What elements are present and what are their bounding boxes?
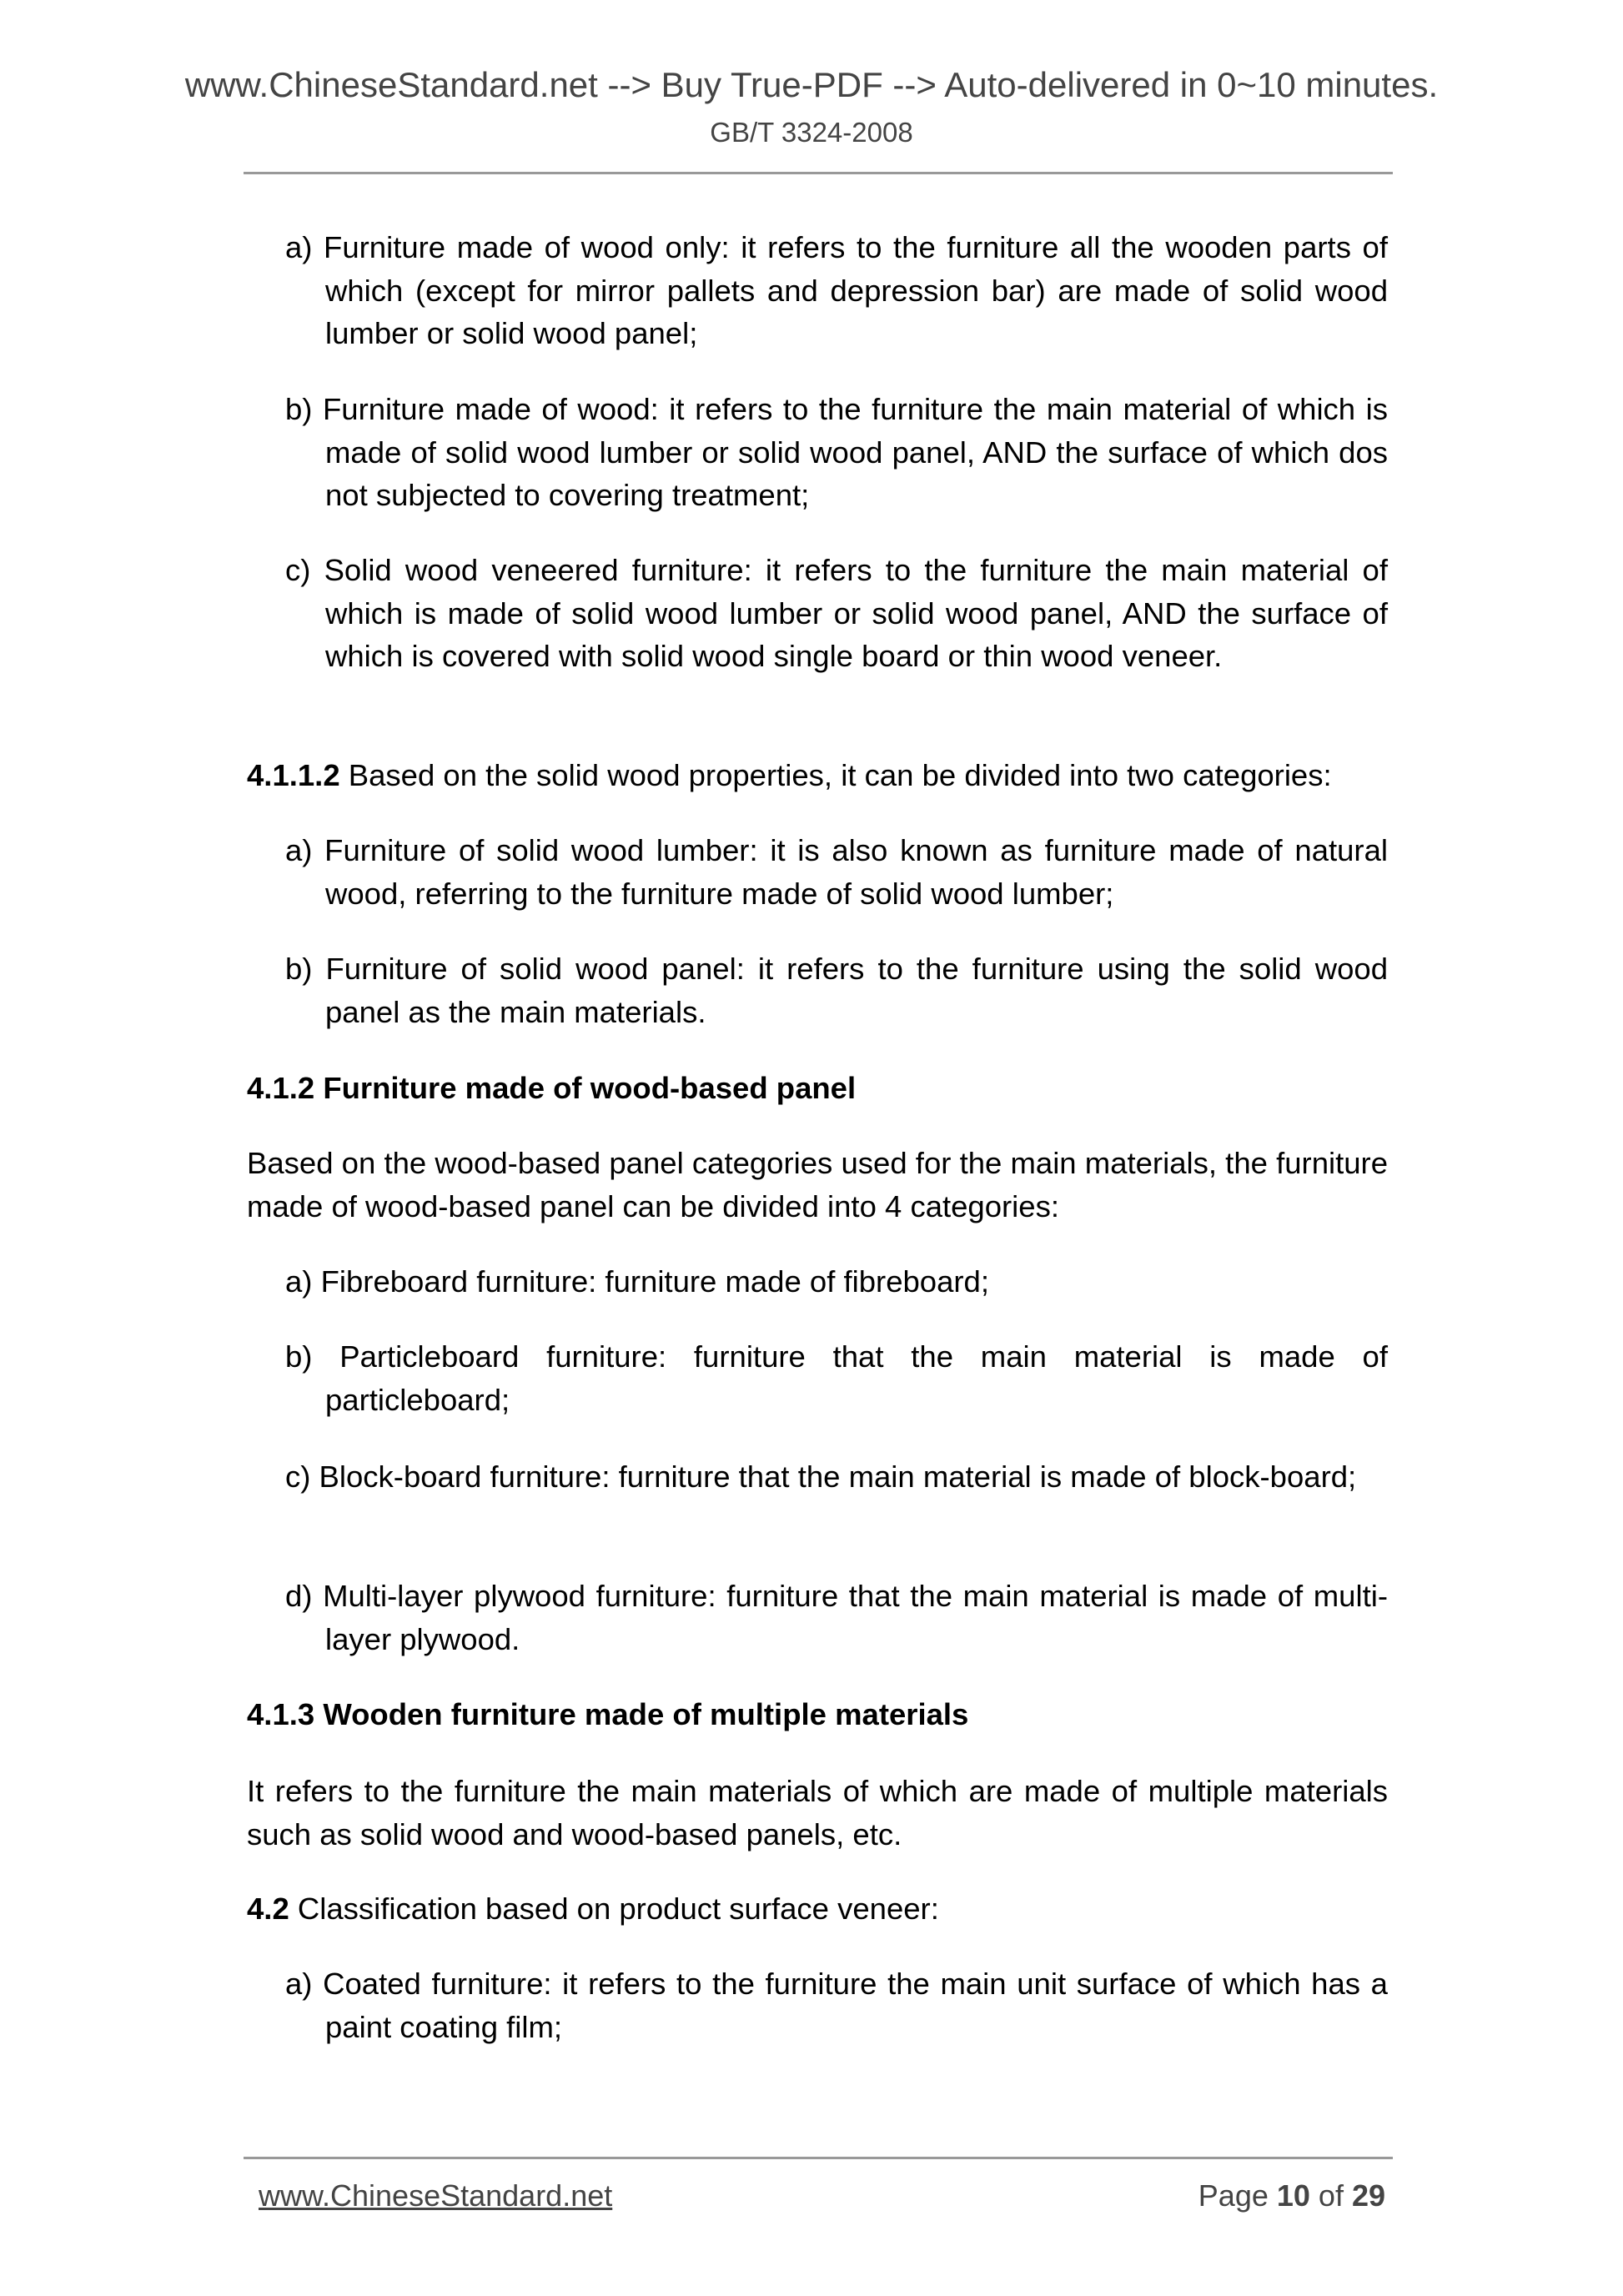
clause-number: 4.2 <box>247 1892 289 1926</box>
list-item: a) Furniture made of wood only: it refers to the furniture all the wooden parts of which (except for mirror pallets and depression bar) are made of solid wood lumber or solid wood panel; <box>285 230 1388 350</box>
list-item: c) Solid wood veneered furniture: it refers to the furniture the main material of which is made of solid wood lumber or solid wood panel, AND the surface of which is covered with solid wood single board or thin wood veneer. <box>285 553 1388 673</box>
clause-4-2 <box>247 1887 1388 1931</box>
section-heading: 4.1.2 Furniture made of wood-based panel <box>247 1071 857 1105</box>
list-item: a) Coated furniture: it refers to the furniture the main unit surface of which has a paint coating film; <box>285 1967 1388 2044</box>
list-item: a) Furniture of solid wood lumber: it is also known as furniture made of natural wood, referring to the furniture made of solid wood lumber; <box>285 833 1388 911</box>
list-item: b) Furniture made of wood: it refers to the furniture the main material of which is made of solid wood lumber or solid wood panel, AND the surface of which dos not subjected to covering treatment; <box>285 392 1388 512</box>
clause-4-1-1-2 <box>247 754 1406 797</box>
list-item: b) Furniture of solid wood panel: it refers to the furniture using the solid wood panel as the main materials. <box>285 952 1388 1029</box>
page-number <box>1198 2178 1385 2213</box>
list-item: c) Block-board furniture: furniture that the main material is made of block-board; <box>285 1459 1357 1494</box>
standard-id: GB/T 3324-2008 <box>710 117 913 148</box>
footer-divider <box>244 2157 1393 2159</box>
clause-number: 4.1.1.2 <box>247 758 340 792</box>
list-item: a) Fibreboard furniture: furniture made of fibreboard; <box>285 1264 989 1299</box>
paragraph: It refers to the furniture the main materials of which are made of multiple materials such as solid wood and wood-based panels, etc. <box>247 1774 1388 1851</box>
clause-text: Based on the solid wood properties, it can be divided into two categories: <box>339 758 1332 792</box>
current-page: 10 <box>1276 2178 1310 2213</box>
list-item: d) Multi-layer plywood furniture: furniture that the main material is made of multi-layer plywood. <box>285 1579 1388 1656</box>
footer-link[interactable]: www.ChineseStandard.net <box>259 2178 613 2213</box>
page-label: Page <box>1198 2178 1277 2213</box>
clause-text: Classification based on product surface veneer: <box>289 1892 939 1926</box>
list-item: b) Particleboard furniture: furniture that the main material is made of particleboard; <box>285 1339 1388 1417</box>
paragraph: Based on the wood-based panel categories used for the main materials, the furniture made of wood-based panel can be divided into 4 categories: <box>247 1146 1388 1223</box>
header-banner: www.ChineseStandard.net --> Buy True-PDF --> Auto-delivered in 0~10 minutes. <box>184 65 1439 104</box>
total-pages: 29 <box>1351 2178 1385 2213</box>
of-label: of <box>1309 2178 1352 2213</box>
section-heading: 4.1.3 Wooden furniture made of multiple materials <box>247 1697 969 1731</box>
header-divider <box>244 172 1393 174</box>
